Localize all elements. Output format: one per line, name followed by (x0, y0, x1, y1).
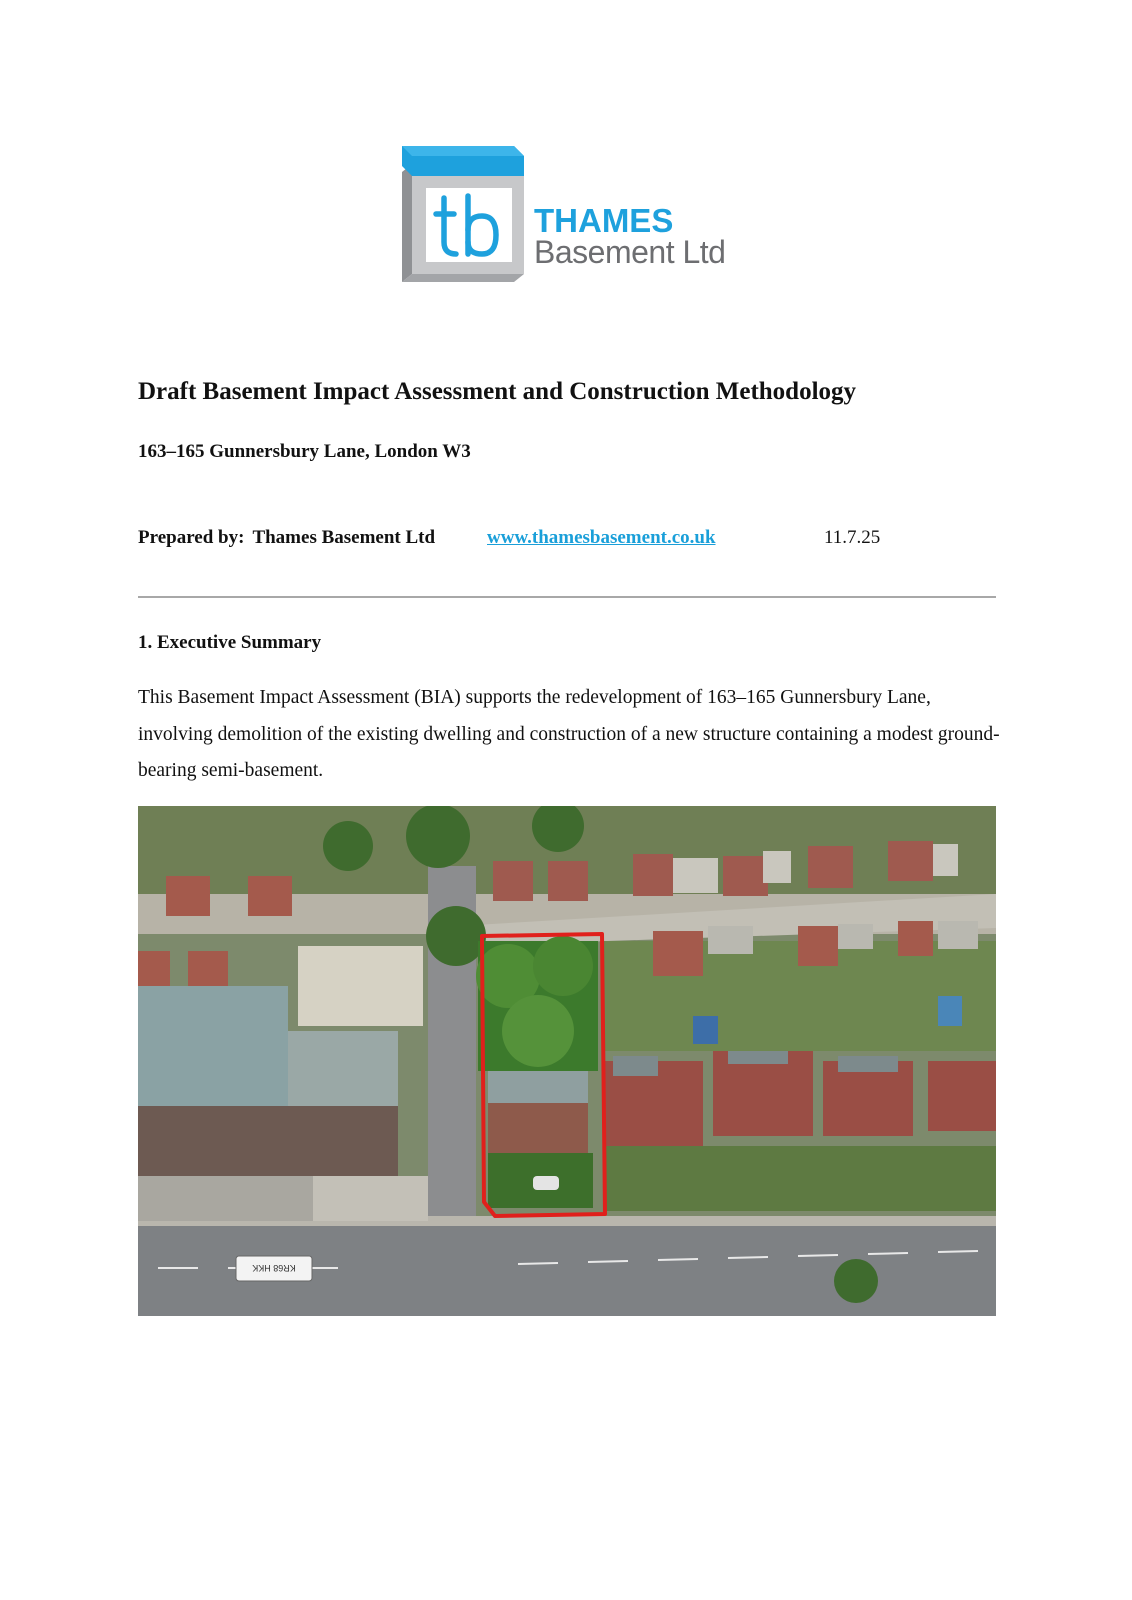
aerial-map-image (138, 806, 996, 1316)
prepared-by-company: Thames Basement Ltd (252, 527, 436, 548)
horizontal-divider (138, 596, 996, 598)
section-heading: 1. Executive Summary (138, 632, 322, 653)
aerial-site-photo (138, 806, 996, 1316)
company-logo (402, 146, 742, 286)
prepared-by-label: Prepared by: (138, 527, 245, 548)
website-link[interactable]: www.thamesbasement.co.uk (487, 527, 716, 548)
document-title: Draft Basement Impact Assessment and Construction Methodology (138, 378, 857, 405)
summary-paragraph: This Basement Impact Assessment (BIA) supports the redevelopment of 163–165 Gunnersbury Lane, involving demolition of the existing dwelling and construction of a new structure containing a modest ground-bearing semi-basement. (138, 687, 1000, 781)
prepared-by-line (138, 527, 881, 549)
logo-text-basement: Basement Ltd (534, 234, 726, 270)
van-text: KR68 HKK (252, 1263, 296, 1273)
logo-text-thames: THAMES (534, 202, 674, 239)
site-address: 163–165 Gunnersbury Lane, London W3 (138, 441, 471, 462)
logo-mark-icon (402, 146, 532, 286)
document-date: 11.7.25 (824, 527, 881, 548)
